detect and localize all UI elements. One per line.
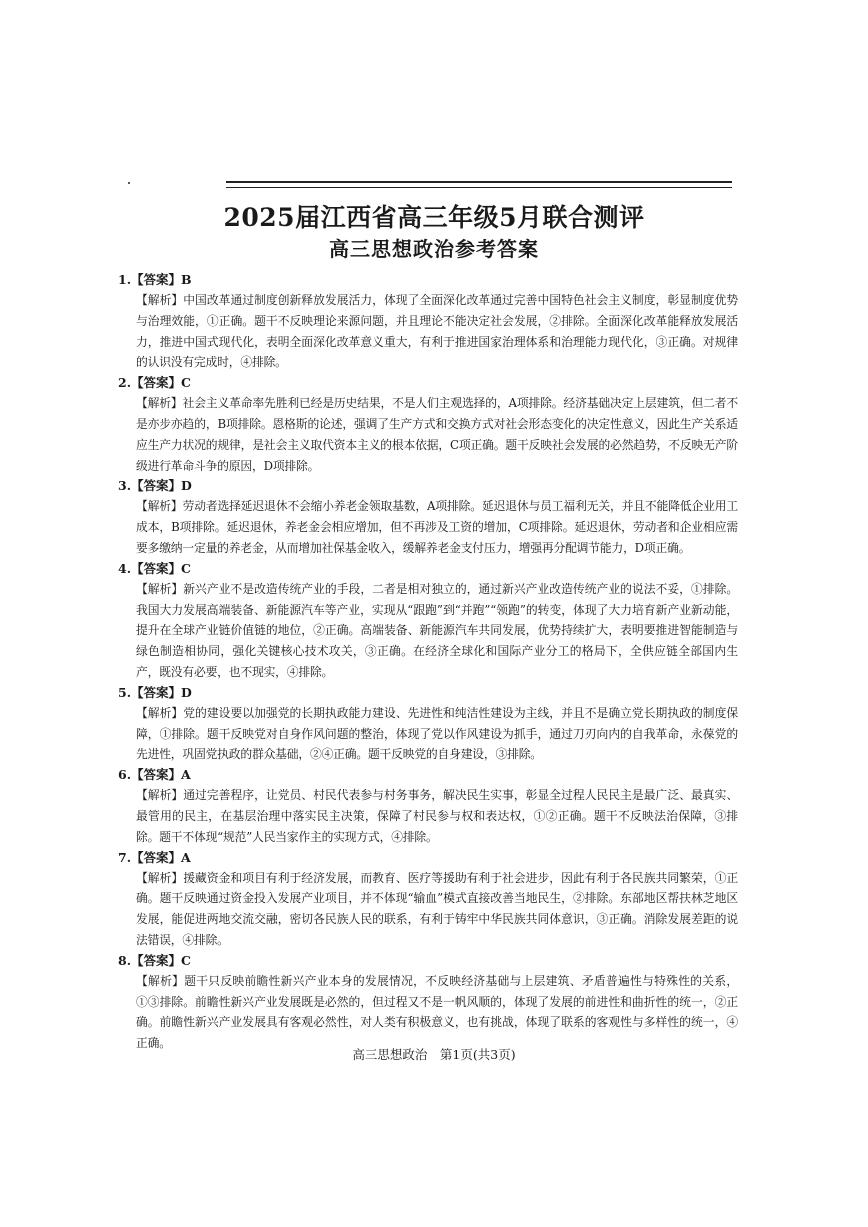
answer-line: 5.【答案】D <box>118 684 192 700</box>
document-title: 2025届江西省高三年级5月联合测评 <box>223 203 645 232</box>
question-3 <box>118 476 738 558</box>
answer-line: 1.【答案】B <box>118 272 192 287</box>
question-2 <box>118 373 738 476</box>
question-4 <box>118 559 738 683</box>
header-rule <box>226 181 732 188</box>
document-subtitle: 高三思想政治参考答案 <box>329 237 539 261</box>
answer-line: 7.【答案】A <box>118 849 191 865</box>
answer-list <box>118 270 738 1054</box>
answer-line: 2.【答案】C <box>118 375 191 391</box>
explanation-text: 【解析】通过完善程序，让党员、村民代表参与村务事务，解决民生实事，彰显全过程人民民主是最广泛、最真实、最管用的民主，在基层治理中落实民主决策，保障了村民参与权和表达权，①②正确。题干不反映法治保障，③排除。题干不体现“规范”人民当家作主的实现方式，④排除。 <box>136 788 738 844</box>
answer-line: 4.【答案】C <box>118 560 191 576</box>
explanation-text: 【解析】题干只反映前瞻性新兴产业本身的发展情况，不反映经济基础与上层建筑、矛盾普遍性与特殊性的关系，①③排除。前瞻性新兴产业发展既是必然的，但过程又不是一帆风顺的，体现了发展的前进性和曲折性的统一，②正确。前瞻性新兴产业发展具有客观必然性，对人类有积极意义，也有挑战，体现了联系的客观性与多样性的统一，④正确。 <box>136 973 738 1051</box>
explanation-text: 【解析】新兴产业不是改造传统产业的手段，二者是相对独立的，通过新兴产业改造传统产业的说法不妥，①排除。我国大力发展高端装备、新能源汽车等产业，实现从“跟跑”到“并跑”“领跑”的转变，体现了大力培育新产业新动能，提升在全球产业链价值链的地位，②正确。高端装备、新能源汽车共同发展，优势持续扩大，表明要推进智能制造与绿色制造相协同，强化关键核心技术攻关，③正确。在经济全球化和国际产业分工的格局下，全供应链全部国内生产，既没有必要，也不现实，④排除。 <box>136 581 738 679</box>
explanation-text: 【解析】劳动者选择延迟退休不会缩小养老金领取基数，A项排除。延迟退休与员工福利无关，并且不能降低企业用工成本，B项排除。延迟退休，养老金会相应增加，但不再涉及工资的增加，C项排除。延迟退休，劳动者和企业相应需要多缴纳一定量的养老金，从而增加社保基金收入，缓解养老金支付压力，增强再分配调节能力，D项正确。 <box>136 499 738 555</box>
explanation-text: 【解析】中国改革通过制度创新释放发展活力，体现了全面深化改革通过完善中国特色社会主义制度，彰显制度优势与治理效能，①正确。题干不反映理论来源问题，并且理论不能决定社会发展，②排除。全面深化改革能释放发展活力，推进中国式现代化，表明全面深化改革意义重大，有利于推进国家治理体系和治理能力现代化，③正确。对规律的认识没有完成时，④排除。 <box>136 293 738 370</box>
explanation-text: 【解析】党的建设要以加强党的长期执政能力建设、先进性和纯洁性建设为主线，并且不是确立党长期执政的制度保障，①排除。题干反映党对自身作风问题的整治，体现了党以作风建设为抓手，通过刀刃向内的自我革命，永葆党的先进性，巩固党执政的群众基础，②④正确。题干反映党的自身建设，③排除。 <box>136 705 738 762</box>
answer-line: 8.【答案】C <box>118 952 191 968</box>
page-footer: 高三思想政治 第1页(共3页) <box>352 1047 516 1062</box>
answer-line: 6.【答案】A <box>118 767 191 783</box>
scan-mark <box>128 182 130 184</box>
explanation-text: 【解析】援藏资金和项目有利于经济发展，而教育、医疗等援助有利于社会进步，因此有利于各民族共同繁荣，①正确。题干反映通过资金投入发展产业项目，并不体现“输血”模式直接改善当地民生，②排除。东部地区帮扶林芝地区发展，能促进两地交流交融，密切各民族人民的联系，有利于铸牢中华民族共同体意识，③正确。消除发展差距的说法错误，④排除。 <box>136 870 738 947</box>
question-8 <box>118 951 738 1054</box>
question-7 <box>118 848 738 951</box>
answer-line: 3.【答案】D <box>118 478 192 494</box>
question-1 <box>118 270 738 373</box>
question-5 <box>118 683 738 765</box>
explanation-text: 【解析】社会主义革命率先胜利已经是历史结果，不是人们主观选择的，A项排除。经济基础决定上层建筑，但二者不是亦步亦趋的，B项排除。恩格斯的论述，强调了生产方式和交换方式对社会形态变化的决定性意义，因此生产关系适应生产力状况的规律，是社会主义取代资本主义的根本依据，C项正确。题干反映社会发展的必然趋势，不反映无产阶级进行革命斗争的原因，D项排除。 <box>136 396 738 473</box>
question-6 <box>118 765 738 847</box>
